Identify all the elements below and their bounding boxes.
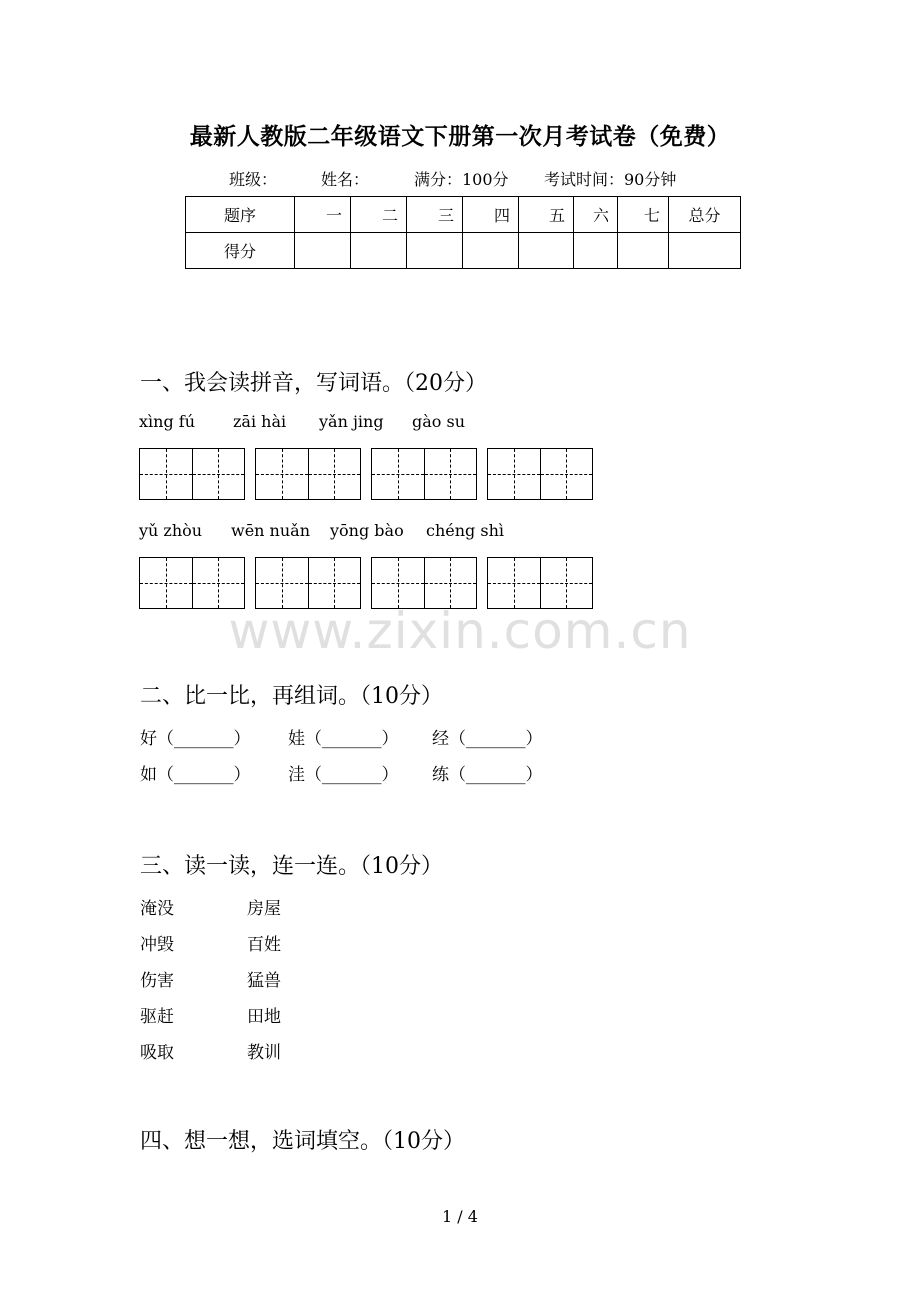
score-cell: [519, 233, 574, 269]
pinyin-label: chéng shì: [426, 521, 504, 540]
col-header-3: 三: [407, 197, 463, 233]
pinyin-label: wēn nuǎn: [231, 521, 311, 540]
pinyin-label: gào su: [412, 412, 466, 431]
col-header-total: 总分: [669, 197, 741, 233]
full-score-label: 满分：100分: [414, 170, 509, 189]
match-right-word[interactable]: 田地: [247, 1007, 281, 1027]
score-cell: [463, 233, 519, 269]
writing-grid[interactable]: [139, 448, 245, 500]
pinyin-label: zāi hài: [233, 412, 287, 431]
match-right-word[interactable]: 百姓: [247, 935, 281, 955]
col-header-1: 一: [295, 197, 351, 233]
question-order-label: 题序: [186, 197, 295, 233]
section1-heading: 一、我会读拼音，写词语。（20分）: [140, 371, 487, 396]
match-left-word[interactable]: 冲毁: [140, 935, 174, 955]
word-fill-item[interactable]: 经（_______）: [432, 729, 543, 749]
score-table-header-row: [186, 197, 741, 233]
match-left-word[interactable]: 驱赶: [140, 1007, 174, 1027]
match-right-word[interactable]: 教训: [247, 1043, 281, 1063]
watermark: www.zixin.com.cn: [228, 602, 692, 660]
col-header-2: 二: [351, 197, 407, 233]
name-label: 姓名：: [321, 170, 370, 189]
exam-time-label: 考试时间：90分钟: [544, 170, 677, 189]
word-fill-item[interactable]: 如（_______）: [140, 765, 251, 785]
match-right-word[interactable]: 猛兽: [247, 971, 281, 991]
match-left-word[interactable]: 淹没: [140, 899, 174, 919]
col-header-5: 五: [519, 197, 574, 233]
col-header-6: 六: [574, 197, 618, 233]
page-number: 1 / 4: [442, 1207, 478, 1226]
score-table: [185, 196, 741, 269]
word-fill-item[interactable]: 好（_______）: [140, 729, 251, 749]
pinyin-label: yǎn jing: [319, 412, 384, 431]
pinyin-label: yǔ zhòu: [139, 521, 203, 540]
pinyin-label: yōng bào: [330, 521, 404, 540]
writing-grid[interactable]: [371, 448, 477, 500]
pinyin-label: xìng fú: [139, 412, 195, 431]
word-fill-item[interactable]: 洼（_______）: [288, 765, 399, 785]
score-cell: [295, 233, 351, 269]
exam-title: 最新人教版二年级语文下册第一次月考试卷（免费）: [189, 123, 731, 150]
writing-grid[interactable]: [487, 448, 593, 500]
class-label: 班级：: [229, 170, 278, 189]
score-cell: [407, 233, 463, 269]
score-cell: [574, 233, 618, 269]
section2-heading: 二、比一比，再组词。（10分）: [140, 684, 443, 709]
section4-heading: 四、想一想，选词填空。（10分）: [140, 1129, 465, 1154]
score-label: 得分: [186, 233, 295, 269]
score-cell: [351, 233, 407, 269]
writing-grid[interactable]: [255, 448, 361, 500]
col-header-4: 四: [463, 197, 519, 233]
score-cell: [618, 233, 669, 269]
match-right-word[interactable]: 房屋: [247, 899, 281, 919]
col-header-7: 七: [618, 197, 669, 233]
section3-heading: 三、读一读，连一连。（10分）: [140, 854, 443, 879]
score-cell: [669, 233, 741, 269]
match-left-word[interactable]: 吸取: [140, 1043, 174, 1063]
match-left-word[interactable]: 伤害: [140, 971, 174, 991]
word-fill-item[interactable]: 练（_______）: [432, 765, 543, 785]
score-table-score-row: [186, 233, 741, 269]
word-fill-item[interactable]: 娃（_______）: [288, 729, 399, 749]
